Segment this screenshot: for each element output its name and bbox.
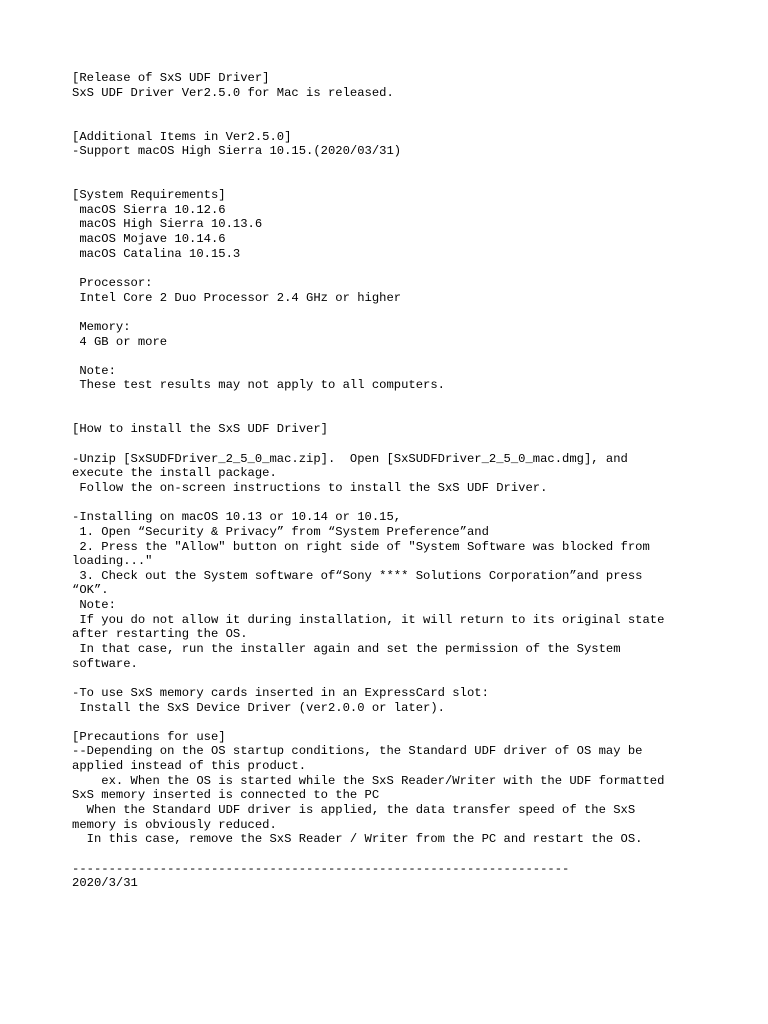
text-line: -Support macOS High Sierra 10.15.(2020/03/31) [72, 144, 402, 159]
text-line: --Depending on the OS startup conditions, the Standard UDF driver of OS may be [72, 744, 643, 759]
blank-line [72, 847, 664, 862]
blank-line [72, 437, 664, 452]
text-line: macOS High Sierra 10.13.6 [72, 217, 263, 232]
blank-line [72, 671, 664, 686]
section-heading: [Release of SxS UDF Driver] [72, 71, 270, 85]
text-line: These test results may not apply to all computers. [72, 378, 445, 393]
text-line: -Installing on macOS 10.13 or 10.14 or 10.15, [72, 510, 402, 525]
text-line: execute the install package. [72, 466, 277, 481]
divider-line: -------------------------------------------------------------------- [72, 861, 570, 876]
blank-line [72, 159, 664, 174]
text-line: macOS Catalina 10.15.3 [72, 246, 241, 261]
text-line: 3. Check out the System software of“Sony **** Solutions Corporation”and press [72, 568, 643, 583]
text-line: loading..." [72, 554, 153, 569]
blank-line [72, 349, 664, 364]
text-line: When the Standard UDF driver is applied, the data transfer speed of the SxS [72, 803, 636, 818]
text-line: Install the SxS Device Driver (ver2.0.0 or later). [72, 700, 445, 715]
section-heading: [Additional Items in Ver2.5.0] [72, 129, 292, 144]
text-line: SxS UDF Driver Ver2.5.0 for Mac is released. [72, 85, 394, 100]
text-line: Note: [72, 598, 116, 613]
text-line: applied instead of this product. [72, 759, 307, 774]
text-line: “OK”. [72, 583, 109, 598]
blank-line [72, 115, 664, 130]
text-line: macOS Mojave 10.14.6 [72, 232, 226, 247]
section-heading: [System Requirements] [72, 188, 226, 203]
blank-line [72, 393, 664, 408]
text-line: 2. Press the "Allow" button on right side of "System Software was blocked from [72, 539, 650, 554]
blank-line [72, 305, 664, 320]
text-line: 4 GB or more [72, 334, 168, 349]
blank-line [72, 261, 664, 276]
text-line: -To use SxS memory cards inserted in an ExpressCard slot: [72, 685, 489, 700]
text-line: Memory: [72, 319, 131, 334]
text-line: memory is obviously reduced. [72, 817, 277, 832]
text-line: 1. Open “Security & Privacy” from “System Preference”and [72, 524, 489, 539]
blank-line [72, 715, 664, 730]
blank-line [72, 408, 664, 423]
text-line: software. [72, 656, 138, 671]
text-line: If you do not allow it during installation, it will return to its original state [72, 612, 665, 627]
text-line: Follow the on-screen instructions to install the SxS UDF Driver. [72, 480, 548, 495]
text-line: after restarting the OS. [72, 627, 248, 642]
text-line: macOS Sierra 10.12.6 [72, 202, 226, 217]
text-line: -Unzip [SxSUDFDriver_2_5_0_mac.zip]. Open [SxSUDFDriver_2_5_0_mac.dmg], and [72, 451, 628, 466]
text-line: ex. When the OS is started while the SxS Reader/Writer with the UDF formatted [72, 773, 665, 788]
blank-line [72, 496, 664, 511]
date-stamp: 2020/3/31 [72, 876, 138, 891]
text-line: Note: [72, 363, 116, 378]
section-heading: [How to install the SxS UDF Driver] [72, 422, 328, 437]
text-line: In this case, remove the SxS Reader / Writer from the PC and restart the OS. [72, 832, 643, 847]
release-notes-text [72, 71, 664, 891]
blank-line [72, 173, 664, 188]
text-line: SxS memory inserted is connected to the PC [72, 788, 380, 803]
text-line: Processor: [72, 275, 153, 290]
section-heading: [Precautions for use] [72, 729, 226, 744]
text-line: In that case, run the installer again and set the permission of the System [72, 641, 621, 656]
text-line: Intel Core 2 Duo Processor 2.4 GHz or higher [72, 290, 402, 305]
blank-line [72, 100, 664, 115]
